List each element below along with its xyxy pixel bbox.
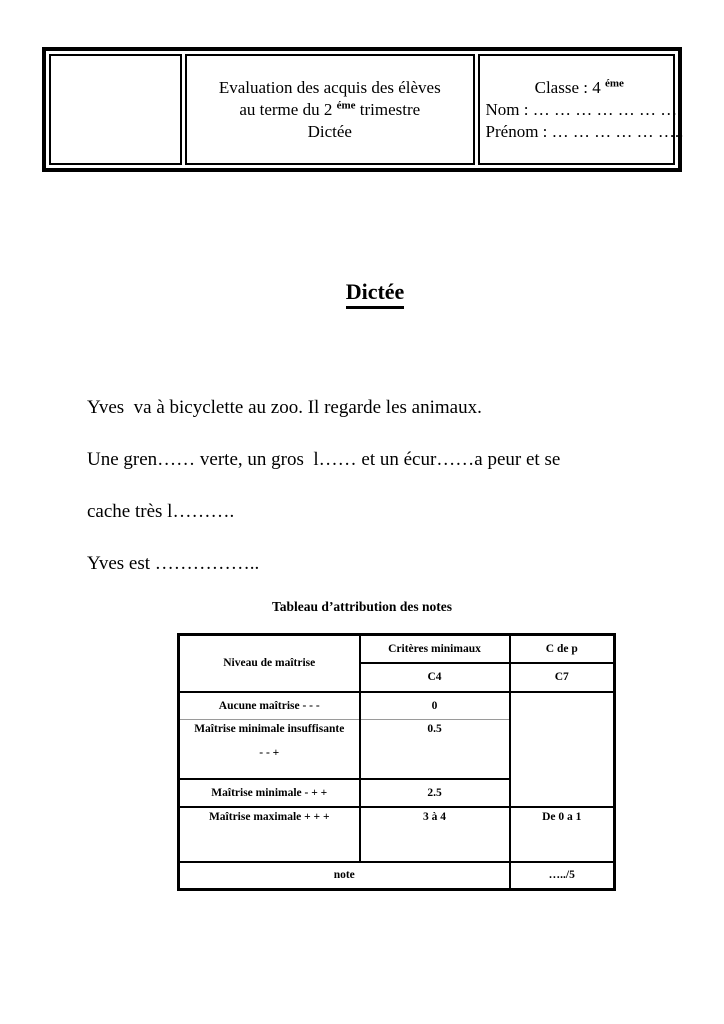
header-c-de-p: C de p [510,635,615,663]
header-title-cell [185,54,475,165]
note-row-label: note [179,862,510,890]
row-maitrise-insuffisante-symbols: - - + [259,747,280,759]
header-table [42,47,682,172]
cdep-merged-empty-cell [510,692,615,807]
header-criteres-minimaux: Critères minimaux [360,635,510,663]
header-niveau-de-maitrise: Niveau de maîtrise [179,635,360,692]
classe-line: Classe : 4 $^{éme}$ [534,76,624,97]
dictation-line-3: cache très l………. [87,501,235,522]
row-maitrise-maximale-label: Maîtrise maximale + + + [179,807,360,862]
header-logo-cell [49,54,182,165]
row-maitrise-maximale-cdep: De 0 a 1 [510,807,615,862]
dictation-line-1: Yves va à bicyclette au zoo. Il regarde les animaux. [87,397,482,418]
header-c7: C7 [510,663,615,692]
row-aucune-maitrise-value: 0 [360,692,510,720]
row-maitrise-insuffisante-value: 0.5 [360,720,510,779]
evaluation-title-line3: Dictée [307,121,352,141]
grading-table [177,633,616,891]
row-maitrise-minimale-label: Maîtrise minimale - + + [179,779,360,807]
dictation-title: Dictée [0,279,724,309]
dictation-line-2: Une gren…… verte, un gros l…… et un écur……a peur et se [87,449,561,470]
header-c4: C4 [360,663,510,692]
header-student-info-cell [478,54,684,165]
trimestre-superscript: éme [336,98,356,111]
nom-line: Nom : … … … … … … … [485,99,678,119]
row-aucune-maitrise-label: Aucune maîtrise - - - [179,692,360,720]
note-row-score-blank: …../5 [510,862,615,890]
notes-table-caption: Tableau d’attribution des notes [272,599,452,614]
row-maitrise-insuffisante-label: Maîtrise minimale insuffisante - - + [179,720,360,779]
row-maitrise-maximale-value: 3 à 4 [360,807,510,862]
evaluation-title-line2: au terme du 2 $^{éme}$ trimestre [239,98,421,119]
prenom-line: Prénom : … … … … … ….. [485,121,684,141]
row-maitrise-minimale-value: 2.5 [360,779,510,807]
classe-superscript: éme [604,76,624,89]
dictation-line-4: Yves est …………….. [87,553,260,574]
evaluation-title-line1: Evaluation des acquis des élèves [218,77,441,97]
